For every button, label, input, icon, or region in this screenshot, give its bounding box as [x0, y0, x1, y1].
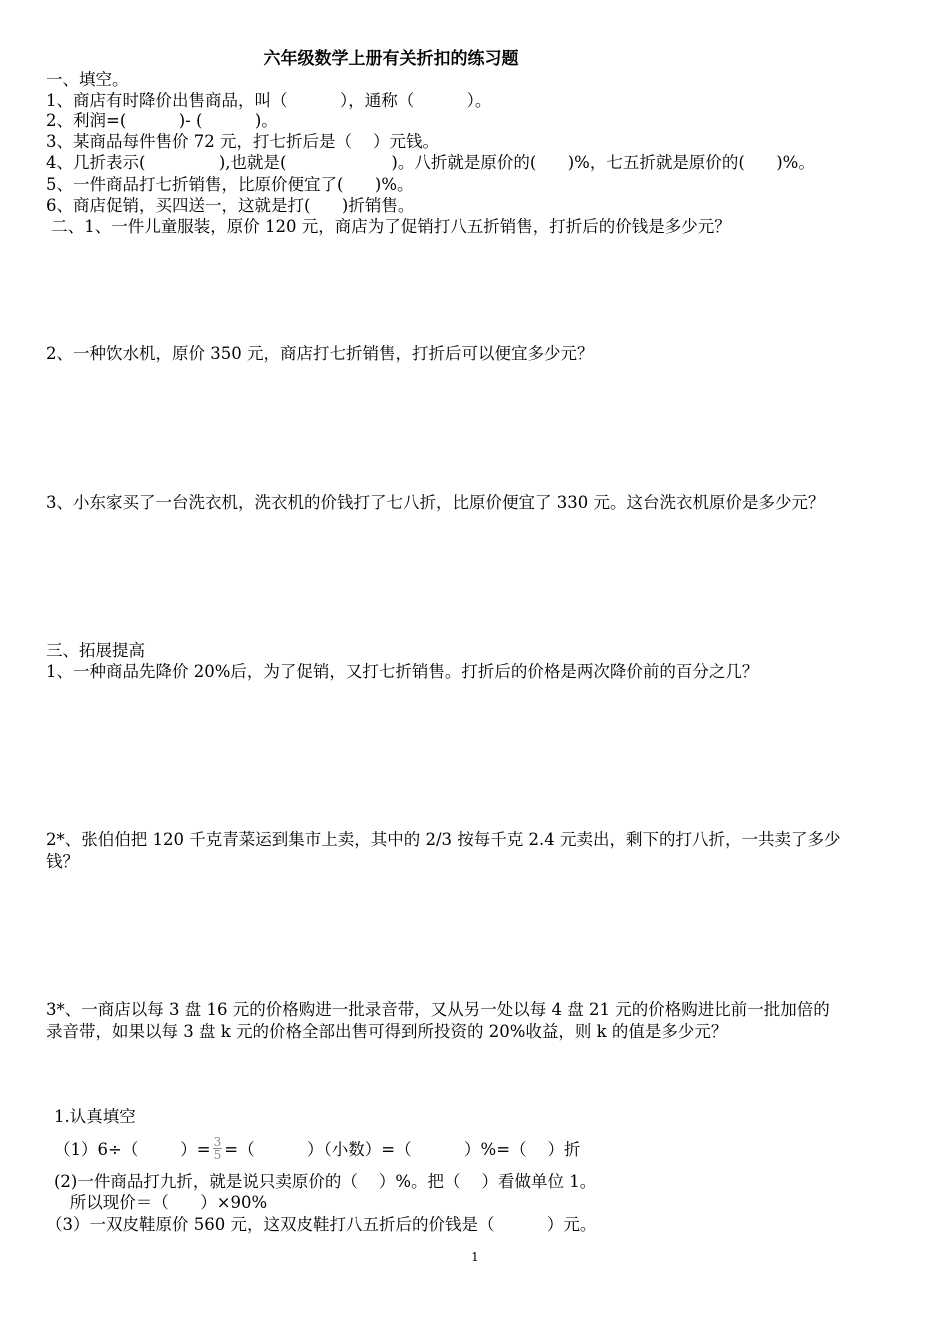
- problem-1-text-after: =（ ）（小数）=（ ）%=（ ）折: [224, 1140, 581, 1159]
- fill-in-item-1: 1、商店有时降价出售商品，叫（ ），通称（ ）。: [46, 91, 492, 110]
- section-3-question-2-line-1: 2*、张伯伯把 120 千克青菜运到集市上卖，其中的 2/3 按每千克 2.4 元卖出，剩下的打八折，一共卖了多少: [46, 830, 841, 849]
- section-4-problem-3: （3）一双皮鞋原价 560 元，这双皮鞋打八五折后的价钱是（ ）元。: [46, 1215, 597, 1234]
- fraction-denominator: 5: [213, 1148, 222, 1162]
- fill-in-item-6: 6、商店促销，买四送一，这就是打( )折销售。: [46, 196, 415, 215]
- section-4-problem-1: [54, 1135, 581, 1163]
- page-title-text: 六年级数学上册有关折扣的练习题: [263, 49, 519, 69]
- section-3-heading: 三、拓展提高: [46, 641, 145, 660]
- section-2-question-1: 二、1、一件儿童服装，原价 120 元，商店为了促销打八五折销售，打折后的价钱是多少元？: [46, 217, 731, 236]
- section-4-problem-2-line-1: (2)一件商品打九折，就是说只卖原价的（ ）%。把（ ）看做单位 1。: [54, 1172, 597, 1191]
- fraction-numerator: 3: [213, 1135, 222, 1149]
- section-2-question-3: 3、小东家买了一台洗衣机，洗衣机的价钱打了七八折，比原价便宜了 330 元。这台洗衣机原价是多少元？: [46, 493, 825, 512]
- section-3-question-3-line-1: 3*、一商店以每 3 盘 16 元的价格购进一批录音带，又从另一处以每 4 盘 21 元的价格购进比前一批加倍的: [46, 1000, 830, 1019]
- section-4-heading: 1.认真填空: [54, 1107, 136, 1126]
- fill-in-item-3: 3、某商品每件售价 72 元，打七折后是（ ）元钱。: [46, 132, 439, 151]
- section-3-question-2-line-2: 钱？: [46, 852, 79, 871]
- page-number: 1: [471, 1250, 479, 1264]
- fill-in-item-5: 5、一件商品打七折销售，比原价便宜了( )%。: [46, 175, 414, 194]
- section-2-question-2: 2、一种饮水机，原价 350 元，商店打七折销售，打折后可以便宜多少元？: [46, 344, 594, 363]
- section-4-problem-2-line-2: 所以现价＝（ ）×90%: [54, 1193, 268, 1212]
- section-3-question-3-line-2: 录音带，如果以每 3 盘 k 元的价格全部出售可得到所投资的 20%收益，则 k 的值是多少元？: [46, 1022, 728, 1041]
- fill-in-item-2: 2、利润=( )- ( )。: [46, 111, 278, 130]
- page-title: [0, 48, 950, 70]
- fill-in-item-4: 4、几折表示( ),也就是( )。八折就是原价的( )%，七五折就是原价的( )%。: [46, 153, 815, 172]
- section-1-heading: 一、填空。: [46, 70, 129, 89]
- problem-1-text-before: （1）6÷（ ）=: [54, 1140, 211, 1159]
- section-3-question-1: 1、一种商品先降价 20%后，为了促销，又打七折销售。打折后的价格是两次降价前的百分之几？: [46, 662, 759, 681]
- fraction-three-fifths: [213, 1136, 223, 1161]
